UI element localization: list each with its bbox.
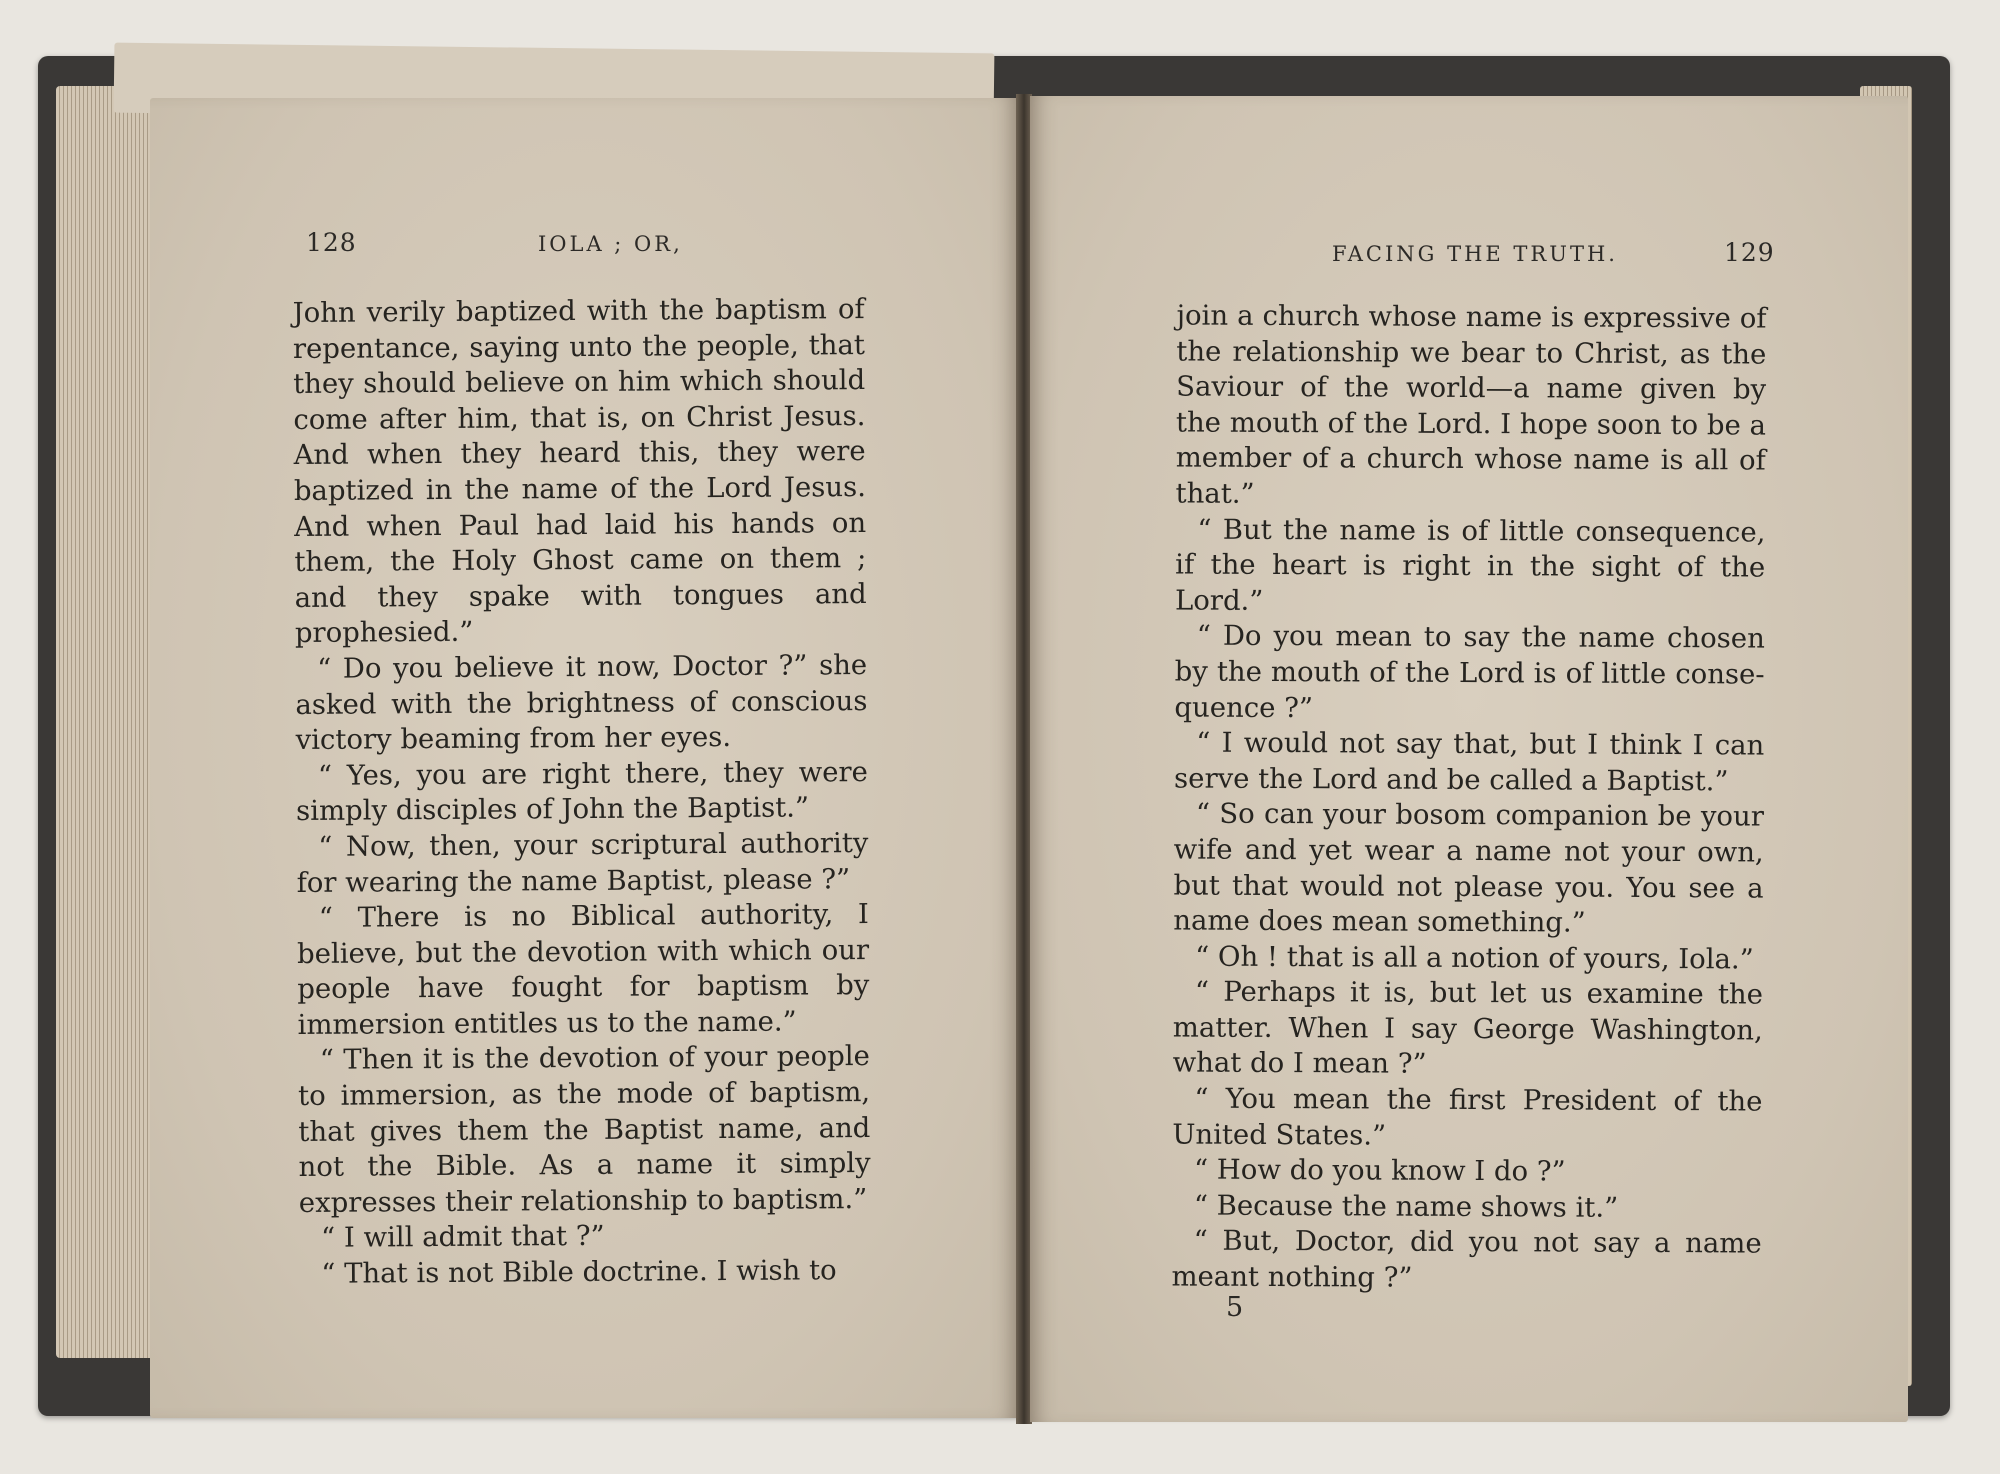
paragraph: “ But, Doctor, did you not say a name meant nothing ?”	[1171, 1225, 1762, 1294]
paragraph: “ But the name is of little consequence, if the heart is right in the sight of the Lord.”	[1174, 513, 1766, 617]
paragraph: “ Now, then, your scriptural authority for wearing the name Baptist, please ?”	[296, 826, 869, 899]
right-page-header	[1030, 96, 1908, 267]
paragraph: “ Perhaps it is, but let us examine the matter. When I say George Washington, what do I mean ?”	[1172, 975, 1764, 1081]
paragraph: “ Then it is the devotion of your people to immersion, as the mode of baptism, that gives them the Baptist name, and not the Bible. As a name it simply expresses their relationship to baptism.”	[298, 1040, 871, 1219]
paragraph: “ There is no Biblical authority, I believe, but the devotion with which our people have fought for baptism by immersion entitles us to the name.”	[297, 898, 870, 1041]
paragraph: “ Do you mean to say the name chosen by the mouth of the Lord is of little consequence ?”	[1174, 619, 1765, 724]
paragraph: “ How do you know I do ?”	[1193, 1153, 1566, 1188]
paragraph: “ Oh ! that is all a notion of yours, Iola.”	[1195, 940, 1754, 976]
left-running-head: IOLA ; OR,	[538, 232, 683, 256]
paragraph: “ Because the name shows it.”	[1193, 1189, 1619, 1224]
right-page-number: 129	[1724, 238, 1775, 267]
left-page-number: 128	[306, 228, 357, 257]
left-page-body	[293, 292, 872, 1293]
left-page-header	[150, 98, 1018, 257]
right-running-head: FACING THE TRUTH.	[1332, 242, 1618, 266]
paragraph: “ I will admit that ?”	[320, 1220, 605, 1255]
paragraph: “ Do you believe it now, Doctor ?” she asked with the brightness of conscious victory beaming from her eyes.	[295, 648, 868, 757]
paragraph: join a church whose name is expressive of the relationship we bear to Christ, as the Saviour of the world—a name given by the mouth of the Lord. I hope soon to be a member of a church whose name is all of that.”	[1175, 299, 1767, 510]
right-page-body	[1171, 298, 1766, 1298]
paragraph: John verily baptized with the baptism of repentance, saying unto the people, that they should believe on him which should come after him, that is, on Christ Jesus. And when they heard this, they were baptized in the name of the Lord Jesus. And when Paul had laid his hands on them, the Holy Ghost came on them ; and they spake with tongues and prophesied.”	[292, 293, 867, 650]
paragraph: “ You mean the first President of the United States.”	[1172, 1082, 1763, 1152]
right-page	[1030, 96, 1908, 1422]
left-page	[150, 98, 1018, 1418]
paragraph: “ So can your bosom companion be your wife and yet wear a name not your own, but that would not please you. You see a name does mean something.”	[1173, 797, 1764, 939]
paragraph: “ That is not Bible doctrine. I wish to	[321, 1254, 837, 1290]
paragraph: “ Yes, you are right there, they were simply disciples of John the Baptist.”	[296, 755, 868, 828]
paragraph: “ I would not say that, but I think I can serve the Lord and be called a Baptist.”	[1174, 726, 1765, 798]
signature-mark: 5	[1226, 1292, 1244, 1323]
